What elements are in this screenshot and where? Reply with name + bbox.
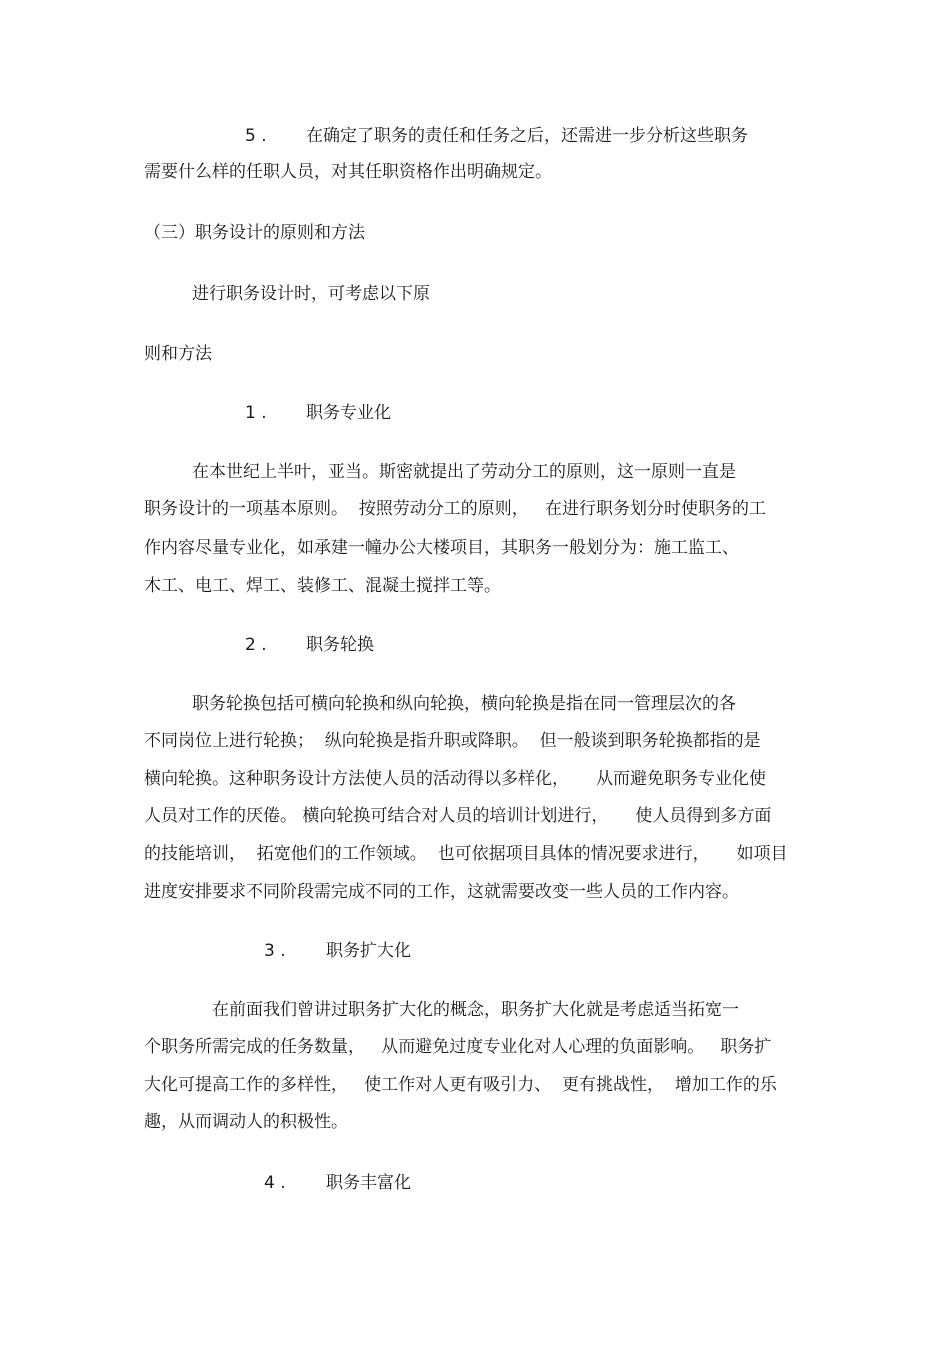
paragraph-line: 作内容尽量专业化，如承建一幢办公大楼项目，其职务一般划分为：施工监工、 [144, 538, 739, 558]
paragraph-line: 则和方法 [144, 344, 212, 364]
item-number: 3 . [264, 941, 286, 961]
item-number: 2 . [245, 635, 267, 655]
paragraph-line: 在本世纪上半叶，亚当。斯密就提出了劳动分工的原则，这一原则一直是 [192, 462, 736, 482]
paragraph-line: 趣，从而调动人的积极性。 [144, 1112, 348, 1132]
paragraph-line: 人员对工作的厌倦。 横向轮换可结合对人员的培训计划进行， 使人员得到多方面 [144, 806, 772, 826]
paragraph-line: 进度安排要求不同阶段需完成不同的工作，这就需要改变一些人员的工作内容。 [144, 882, 739, 902]
item-number: 5 . [245, 126, 267, 146]
paragraph-line: 木工、电工、焊工、装修工、混凝土搅拌工等。 [144, 576, 501, 596]
subsection-heading: 职务轮换 [306, 635, 374, 655]
paragraph-line: 个职务所需完成的任务数量， 从而避免过度专业化对人心理的负面影响。 职务扩 [144, 1037, 772, 1057]
paragraph-line: 的技能培训， 拓宽他们的工作领域。 也可依据项目具体的情况要求进行， 如项目 [144, 844, 788, 864]
paragraph-line: 需要什么样的任职人员，对其任职资格作出明确规定。 [144, 162, 552, 182]
item-number: 1 . [245, 403, 267, 423]
section-heading: （三）职务设计的原则和方法 [144, 223, 365, 243]
paragraph-line: 不同岗位上进行轮换； 纵向轮换是指升职或降职。 但一般谈到职务轮换都指的是 [144, 731, 761, 751]
item-number: 4 . [264, 1173, 286, 1193]
paragraph-line: 大化可提高工作的多样性， 使工作对人更有吸引力、 更有挑战性， 增加工作的乐 [144, 1075, 777, 1095]
subsection-heading: 职务丰富化 [326, 1173, 411, 1193]
paragraph-line: 在前面我们曾讲过职务扩大化的概念，职务扩大化就是考虑适当拓宽一 [212, 1000, 739, 1020]
subsection-heading: 职务专业化 [306, 403, 391, 423]
paragraph-line: 横向轮换。这种职务设计方法使人员的活动得以多样化， 从而避免职务专业化使 [144, 769, 767, 789]
paragraph-line: 职务轮换包括可横向轮换和纵向轮换，横向轮换是指在同一管理层次的各 [192, 694, 736, 714]
paragraph-line: 在确定了职务的责任和任务之后，还需进一步分析这些职务 [306, 126, 748, 146]
subsection-heading: 职务扩大化 [326, 941, 411, 961]
paragraph-line: 进行职务设计时，可考虑以下原 [192, 284, 430, 304]
paragraph-line: 职务设计的一项基本原则。 按照劳动分工的原则， 在进行职务划分时使职务的工 [144, 499, 767, 519]
